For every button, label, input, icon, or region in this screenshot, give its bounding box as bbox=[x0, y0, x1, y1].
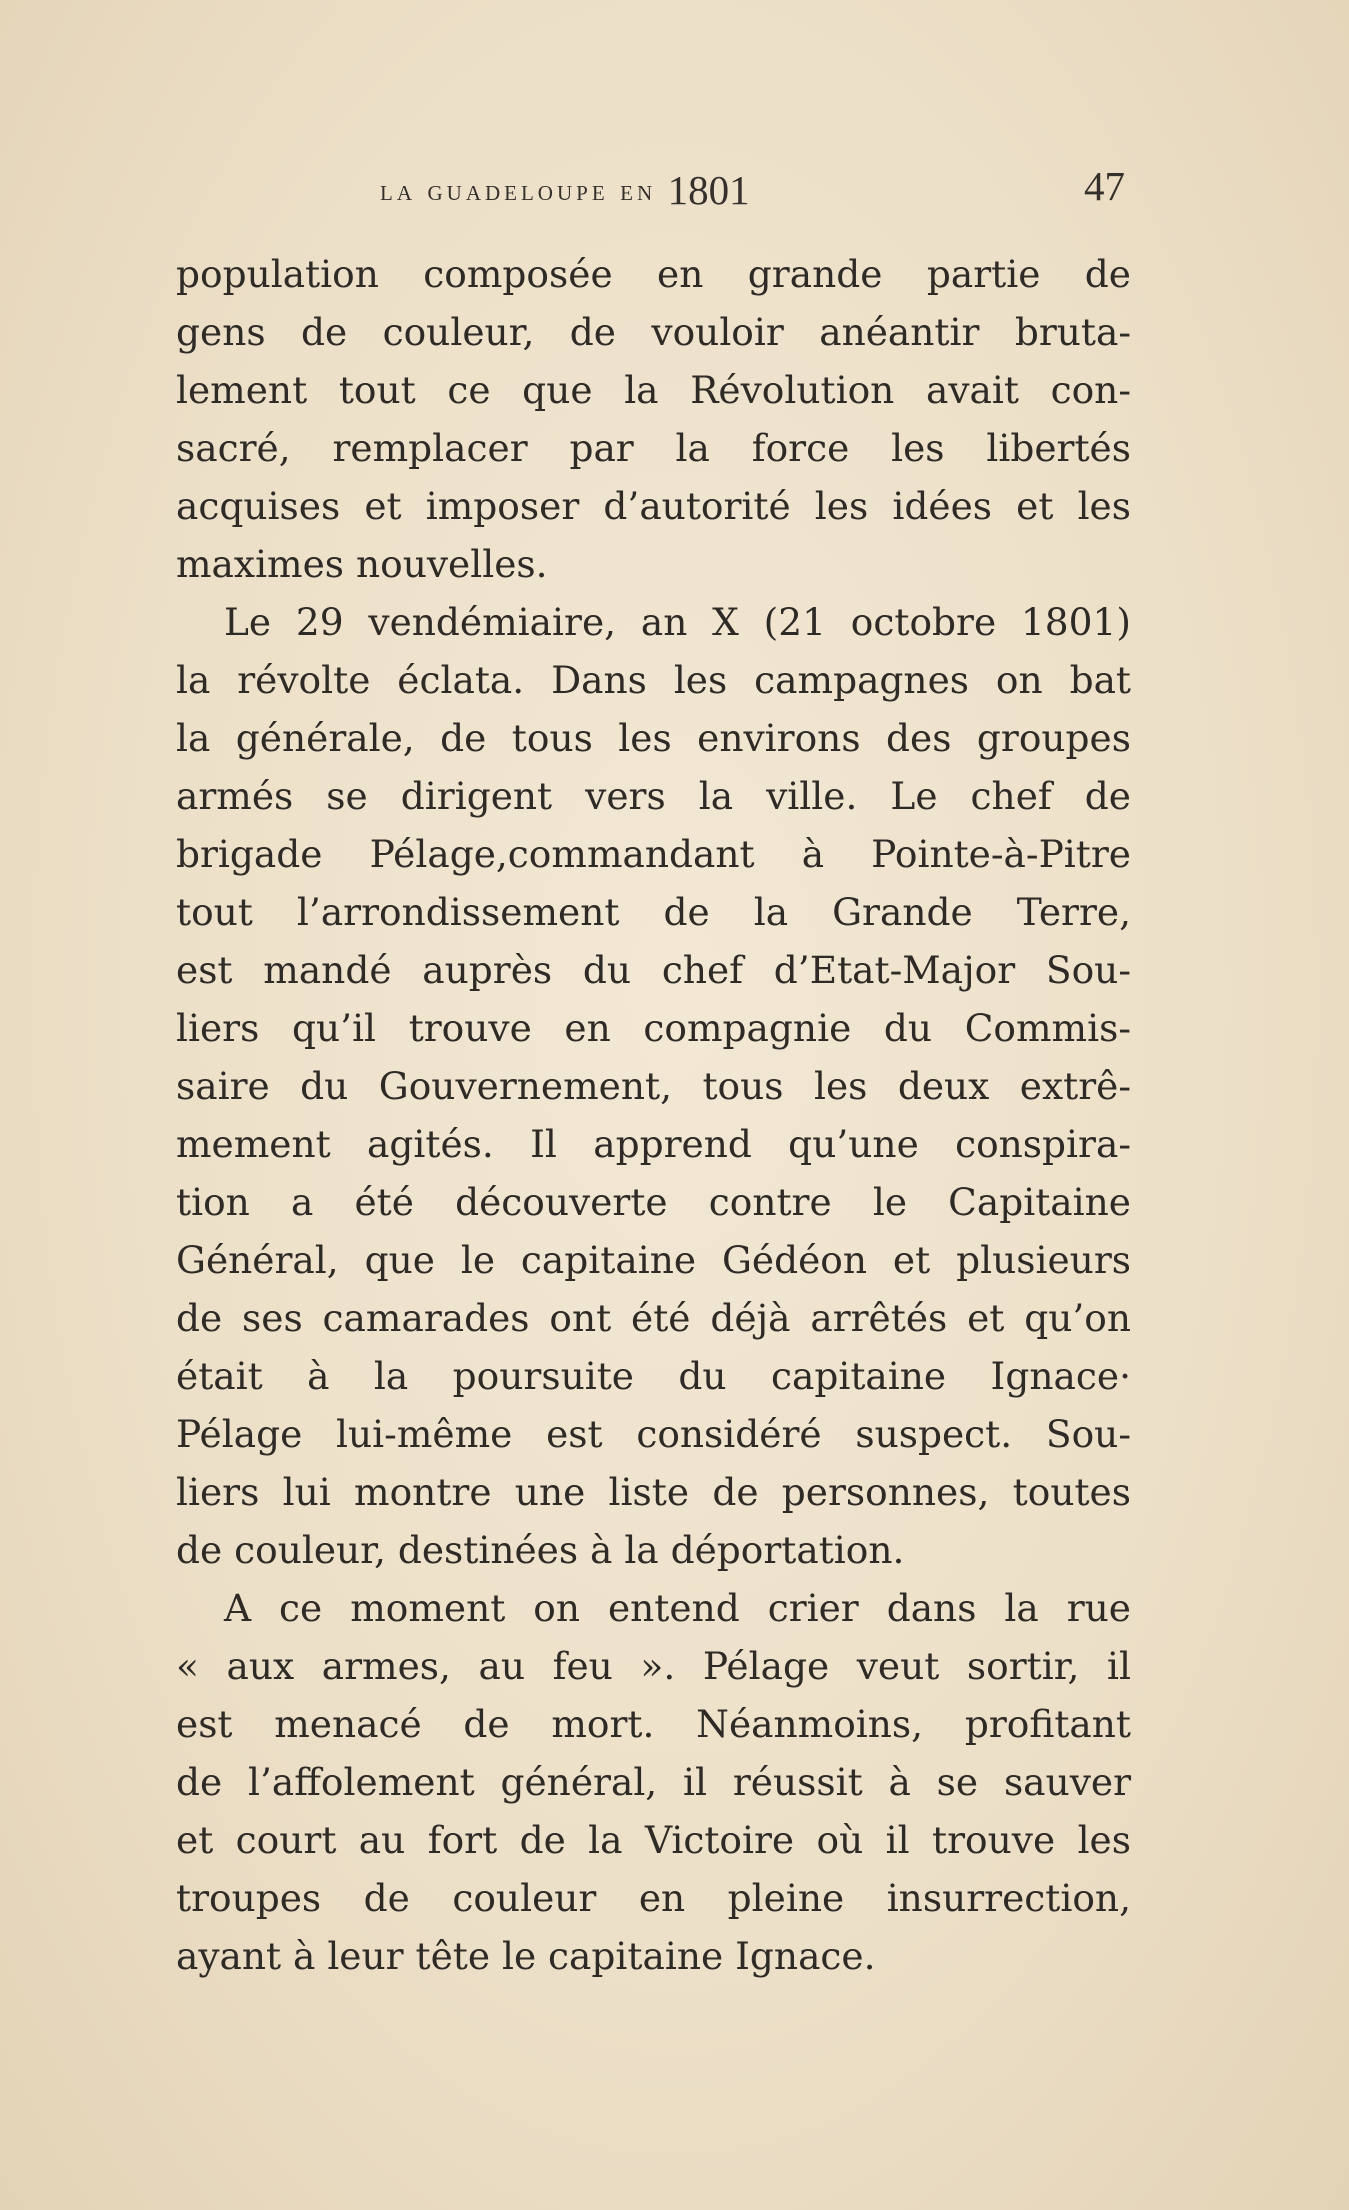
text-line: liers qu’il trouve en compagnie du Commis- bbox=[176, 1006, 1131, 1050]
text-line: sacré, remplacer par la force les libertés bbox=[176, 426, 1131, 470]
text-line: population composée en grande partie de bbox=[176, 252, 1131, 296]
running-title bbox=[380, 162, 750, 213]
text-line: de l’affolement général, il réussit à se sauver bbox=[176, 1760, 1131, 1804]
text-line: est menacé de mort. Néanmoins, profitant bbox=[176, 1702, 1131, 1746]
text-line: mement agités. Il apprend qu’une conspira- bbox=[176, 1122, 1131, 1166]
text-line: tion a été découverte contre le Capitaine bbox=[176, 1180, 1131, 1224]
text-line: saire du Gouvernement, tous les deux extrê- bbox=[176, 1064, 1131, 1108]
text-line: Le 29 vendémiaire, an X (21 octobre 1801) bbox=[224, 600, 1131, 644]
text-line: est mandé auprès du chef d’Etat-Major Sou- bbox=[176, 948, 1131, 992]
text-line: et court au fort de la Victoire où il trouve les bbox=[176, 1818, 1131, 1862]
text-line: maximes nouvelles. bbox=[176, 542, 548, 586]
text-line: de couleur, destinées à la déportation. bbox=[176, 1528, 905, 1572]
text-line: la révolte éclata. Dans les campagnes on bat bbox=[176, 658, 1131, 702]
text-line: « aux armes, au feu ». Pélage veut sortir, il bbox=[176, 1644, 1131, 1688]
page-number: 47 bbox=[1084, 163, 1125, 209]
text-line: la générale, de tous les environs des groupes bbox=[176, 716, 1131, 760]
text-line: gens de couleur, de vouloir anéantir bruta- bbox=[176, 310, 1131, 354]
text-line: de ses camarades ont été déjà arrêtés et qu’on bbox=[176, 1296, 1131, 1340]
text-line: Général, que le capitaine Gédéon et plusieurs bbox=[176, 1238, 1131, 1282]
text-line: Pélage lui-même est considéré suspect. Sou- bbox=[176, 1412, 1131, 1456]
text-line: acquises et imposer d’autorité les idées et les bbox=[176, 484, 1131, 528]
text-line: ayant à leur tête le capitaine Ignace. bbox=[176, 1934, 876, 1978]
text-line: lement tout ce que la Révolution avait con- bbox=[176, 368, 1131, 412]
text-line: brigade Pélage,commandant à Pointe-à-Pitre bbox=[176, 832, 1131, 876]
text-line: tout l’arrondissement de la Grande Terre, bbox=[176, 890, 1131, 934]
text-line: troupes de couleur en pleine insurrection, bbox=[176, 1876, 1131, 1920]
running-title-year: 1801 bbox=[667, 167, 750, 213]
running-head bbox=[380, 162, 1125, 212]
text-line: était à la poursuite du capitaine Ignace· bbox=[176, 1354, 1131, 1398]
text-line: liers lui montre une liste de personnes, toutes bbox=[176, 1470, 1131, 1514]
text-line: armés se dirigent vers la ville. Le chef de bbox=[176, 774, 1131, 818]
text-line: A ce moment on entend crier dans la rue bbox=[224, 1586, 1131, 1630]
running-title-text: la guadeloupe en bbox=[380, 174, 657, 207]
body-text bbox=[176, 245, 1131, 1985]
